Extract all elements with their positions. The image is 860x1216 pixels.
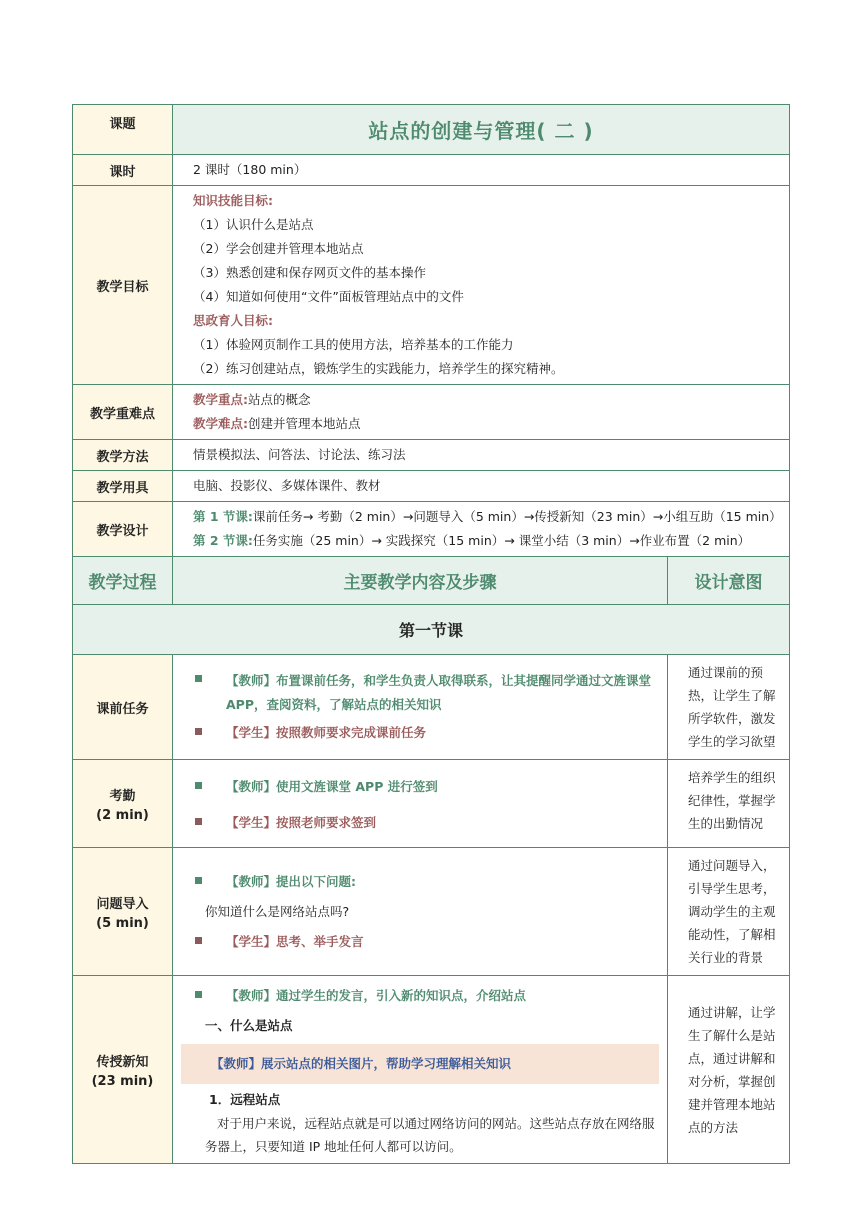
skill-item: （4）知道如何使用“文件”面板管理站点中的文件	[193, 289, 464, 304]
intro-student: 【学生】思考、举手发言	[226, 933, 364, 949]
methods-label: 教学方法	[73, 440, 173, 471]
teach-time: (23 min)	[91, 1073, 154, 1089]
methods-value: 情景模拟法、问答法、讨论法、练习法	[173, 440, 790, 471]
teach-label: 传授新知	[96, 1054, 149, 1070]
intro-label: 问题导入	[96, 896, 149, 912]
attendance-student: 【学生】按照老师要求签到	[226, 814, 377, 830]
square-bullet-icon	[195, 991, 202, 998]
teach-highlight: 【教师】展示站点的相关图片，帮助学习理解相关知识	[181, 1044, 659, 1084]
hours-value: 2 课时（180 min）	[173, 155, 790, 186]
lesson-plan	[72, 104, 789, 1164]
pre-task-content	[173, 655, 668, 760]
moral-heading: 思政育人目标:	[193, 313, 273, 328]
lesson2-flow: 任务实施（25 min）→ 实践探究（15 min）→ 课堂小结（3 min）→作业布置（2 min）	[252, 533, 751, 548]
key-points-content	[173, 385, 790, 440]
section-title: 第一节课	[73, 605, 790, 655]
intro-question: 你知道什么是网络站点吗?	[205, 903, 350, 919]
tools-label: 教学用具	[73, 471, 173, 502]
pre-task-student: 【学生】按照教师要求完成课前任务	[226, 725, 427, 740]
skill-item: （2）学会创建并管理本地站点	[193, 241, 364, 256]
lesson1-label: 第 1 节课:	[193, 509, 253, 524]
teach-teacher: 【教师】通过学生的发言，引入新的知识点，介绍站点	[226, 988, 527, 1003]
attendance-time: (2 min)	[96, 807, 149, 823]
design-label: 教学设计	[73, 502, 173, 557]
attendance-label-cell	[73, 760, 173, 848]
focus-label: 教学重点:	[193, 392, 248, 407]
pre-task-intent: 通过课前的预热，让学生了解所学软件，激发学生的学习欲望	[668, 655, 790, 760]
header-intent: 设计意图	[668, 557, 790, 605]
attendance-label: 考勤	[109, 788, 136, 804]
tools-value: 电脑、投影仪、多媒体课件、教材	[173, 471, 790, 502]
teach-intent: 通过讲解，让学生了解什么是站点，通过讲解和对分析，掌握创建并管理本地站点的方法	[668, 976, 790, 1164]
attendance-content	[173, 760, 668, 848]
square-bullet-icon	[195, 675, 202, 682]
key-points-label: 教学重难点	[73, 385, 173, 440]
design-content	[173, 502, 790, 557]
skill-item: （3）熟悉创建和保存网页文件的基本操作	[193, 265, 426, 280]
intro-teacher: 【教师】提出以下问题:	[226, 873, 356, 889]
skill-item: （1）认识什么是站点	[193, 217, 314, 232]
intro-content	[173, 848, 668, 976]
hours-label: 课时	[73, 155, 173, 186]
lesson1-flow: 课前任务→ 考勤（2 min）→问题导入（5 min）→传授新知（23 min）→小组互助（15 min）	[252, 509, 782, 524]
pre-task-label: 课前任务	[73, 655, 173, 760]
teach-label-cell	[73, 976, 173, 1164]
focus-value: 站点的概念	[248, 392, 311, 407]
pre-task-teacher: 【教师】布置课前任务，和学生负责人取得联系，让其提醒同学通过文旌课堂 APP，查阅资料，了解站点的相关知识	[226, 673, 652, 712]
header-process: 教学过程	[73, 557, 173, 605]
moral-item: （1）体验网页制作工具的使用方法，培养基本的工作能力	[193, 337, 514, 352]
square-bullet-icon	[195, 818, 202, 825]
square-bullet-icon	[195, 937, 202, 944]
lesson2-label: 第 2 节课:	[193, 533, 253, 548]
page-title: 站点的创建与管理( 二 )	[173, 105, 790, 155]
difficulty-value: 创建并管理本地站点	[248, 416, 361, 431]
attendance-teacher: 【教师】使用文旌课堂 APP 进行签到	[226, 778, 438, 794]
title-label: 课题	[73, 105, 173, 155]
attendance-intent: 培养学生的组织纪律性，掌握学生的出勤情况	[668, 760, 790, 848]
goals-label: 教学目标	[73, 186, 173, 385]
teach-heading: 一、什么是站点	[205, 1018, 293, 1033]
teach-content	[173, 976, 668, 1164]
skills-heading: 知识技能目标:	[193, 193, 273, 208]
difficulty-label: 教学难点:	[193, 416, 248, 431]
square-bullet-icon	[195, 877, 202, 884]
goals-content	[173, 186, 790, 385]
square-bullet-icon	[195, 728, 202, 735]
moral-item: （2）练习创建站点，锻炼学生的实践能力，培养学生的探究精神。	[193, 361, 564, 376]
teach-subheading: 1．远程站点	[209, 1092, 281, 1107]
lesson-plan-table	[72, 104, 790, 1164]
intro-label-cell	[73, 848, 173, 976]
teach-paragraph: 对于用户来说，远程站点就是可以通过网络访问的网站。这些站点存放在网络服务器上，只要知道 IP 地址任何人都可以访问。	[205, 1116, 655, 1154]
square-bullet-icon	[195, 782, 202, 789]
header-content: 主要教学内容及步骤	[173, 557, 668, 605]
intro-intent: 通过问题导入，引导学生思考，调动学生的主观能动性，了解相关行业的背景	[668, 848, 790, 976]
intro-time: (5 min)	[96, 915, 149, 931]
